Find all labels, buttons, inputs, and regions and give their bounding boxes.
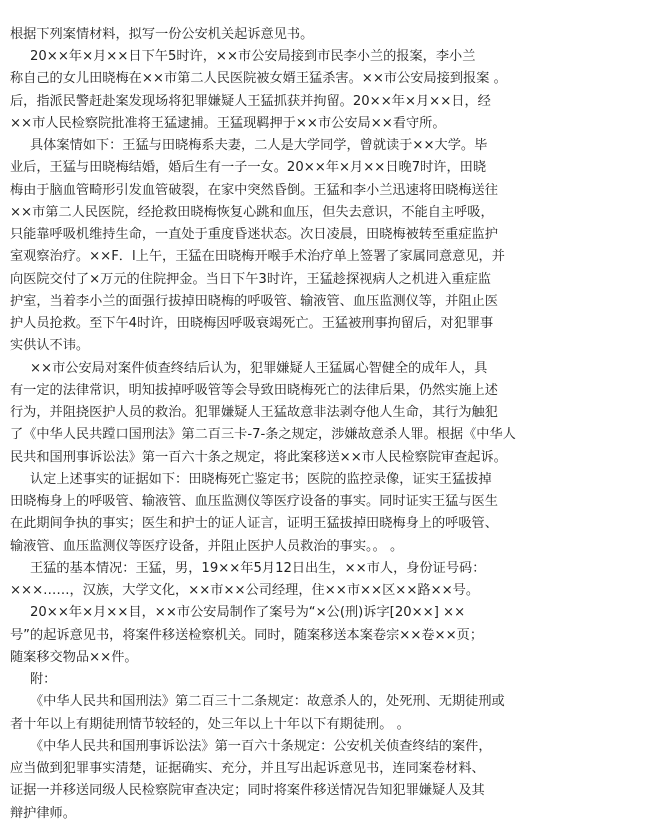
doc-line-03: 称自己的女儿田晓梅在××市第二人民医院被女婿王猛杀害。××市公安局接到报案 。 (10, 71, 507, 86)
doc-line-33: 《中华人民共和国刑事诉讼法》第一百六十条规定：公安机关侦查终结的案件， (30, 739, 492, 754)
doc-line-29: 随案移交物品××件。 (10, 650, 138, 665)
doc-line-07: 业后，王猛与田晓梅结婚，婚后生有一子一女。20××年×月××日晚7时许，田晓 (10, 160, 487, 175)
doc-line-24: 输液管、血压监测仪等医疗设备，并阻止医护人员救治的事实。。 。 (10, 539, 404, 554)
doc-line-30: 附： (30, 672, 57, 687)
doc-line-13: 护室，当着李小兰的面强行拔掉田晓梅的呼吸管、输液管、血压监测仪等，并阻止医 (10, 294, 498, 309)
doc-line-36: 辩护律师。 (10, 806, 76, 821)
doc-line-31: 《中华人民共和国刑法》第二百三十二条规定：故意杀人的，处死刑、无期徒刑或 (30, 694, 505, 709)
doc-line-06: 具体案情如下：王猛与田晓梅系夫妻，二人是大学同学，曾就读于××大学。毕 (30, 138, 488, 153)
doc-line-09: ××市第二人民医院，经抢救田晓梅恢复心跳和血压，但失去意识，不能自主呼吸， (10, 205, 494, 220)
doc-line-26: ×××……，汉族，大学文化，××市××公司经理，住××市××区××路××号。 (10, 583, 480, 598)
doc-line-15: 实供认不讳。 (10, 338, 90, 353)
doc-line-16: ××市公安局对案件侦查终结后认为，犯罪嫌疑人王猛属心智健全的成年人，具 (30, 361, 488, 376)
doc-line-19: 了《中华人民共蹚口国刑法》第二百三卡-7-条之规定，涉嫌故意杀人罪。根据《中华人 (10, 427, 516, 442)
doc-line-23: 在此期间争执的事实；医生和护士的证人证言，证明王猛拔掉田晓梅身上的呼吸管、 (10, 516, 498, 531)
doc-line-35: 证据一并移送同级人民检察院审查决定；同时将案件移送情况告知犯罪嫌疑人及其 (10, 783, 485, 798)
doc-line-20: 民共和国刑事诉讼法》第一百六十条之规定，将此案移送××市人民检察院审查起诉。 (10, 450, 507, 465)
doc-line-01: 根据下列案情材料，拟写一份公安机关起诉意见书。 (10, 27, 314, 42)
doc-line-04: 后，指派民警赶赴案发现场将犯罪嫌疑人王猛抓获并拘留。20××年×月××日，经 (10, 94, 491, 109)
doc-line-10: 只能靠呼吸机维持生命，一直处于重度昏迷状态。次日凌晨，田晓梅被转至重症监护 (10, 227, 498, 242)
doc-line-14: 护人员抢救。至下午4时许，田晓梅因呼吸衰竭死亡。王猛被刑事拘留后，对犯罪事 (10, 316, 494, 331)
doc-line-25: 王猛的基本情况：王猛，男，19××年5月12日出生，××市人，身份证号码： (30, 561, 486, 576)
doc-line-22: 田晓梅身上的呼吸管、输液管、血压监测仪等医疗设备的事实。同时证实王猛与医生 (10, 494, 498, 509)
doc-line-27: 20××年×月××目，××市公安局制作了案号为“×公(刑)诉字[20××] ×× (30, 605, 466, 620)
doc-line-12: 向医院交付了×万元的住院押金。当日下午3时许，王猛趁探视病人之机进入重症监 (10, 272, 491, 287)
doc-line-05: ××市人民检察院批准将王猛逮捕。王猛现羁押于××市公安局××看守所。 (10, 116, 446, 131)
doc-line-32: 者十年以上有期徒刑情节较轻的，处三年以上十年以下有期徒刑。 。 (10, 717, 410, 732)
doc-line-21: 认定上述事实的证据如下：田晓梅死亡鉴定书；医院的监控录像，证实王猛拔掉 (30, 472, 492, 487)
doc-line-08: 梅由于脑血管畸形引发血管破裂，在家中突然昏倒。王猛和李小兰迅速将田晓梅送往 (10, 183, 498, 198)
doc-line-11: 室观察治疗。××F．l上午，王猛在田晓梅开喉手术治疗单上签署了家属同意意见，并 (10, 249, 505, 264)
doc-line-28: 号”的起诉意见书，将案件移送检察机关。同时，随案移送本案卷宗××卷××页； (10, 628, 484, 643)
doc-line-18: 行为，并阻挠医护人员的救治。犯罪嫌疑人王猛故意非法剥夺他人生命，其行为触犯 (10, 405, 498, 420)
doc-line-34: 应当做到犯罪事实清楚，证据确实、充分，并且写出起诉意见书，连同案卷材料、 (10, 761, 485, 776)
doc-line-02: 20××年×月××日下午5时许，××市公安局接到市民李小兰的报案，李小兰 (30, 49, 476, 64)
doc-line-17: 有一定的法律常识，明知拔掉呼吸管等会导致田晓梅死亡的法律后果，仍然实施上述 (10, 383, 498, 398)
